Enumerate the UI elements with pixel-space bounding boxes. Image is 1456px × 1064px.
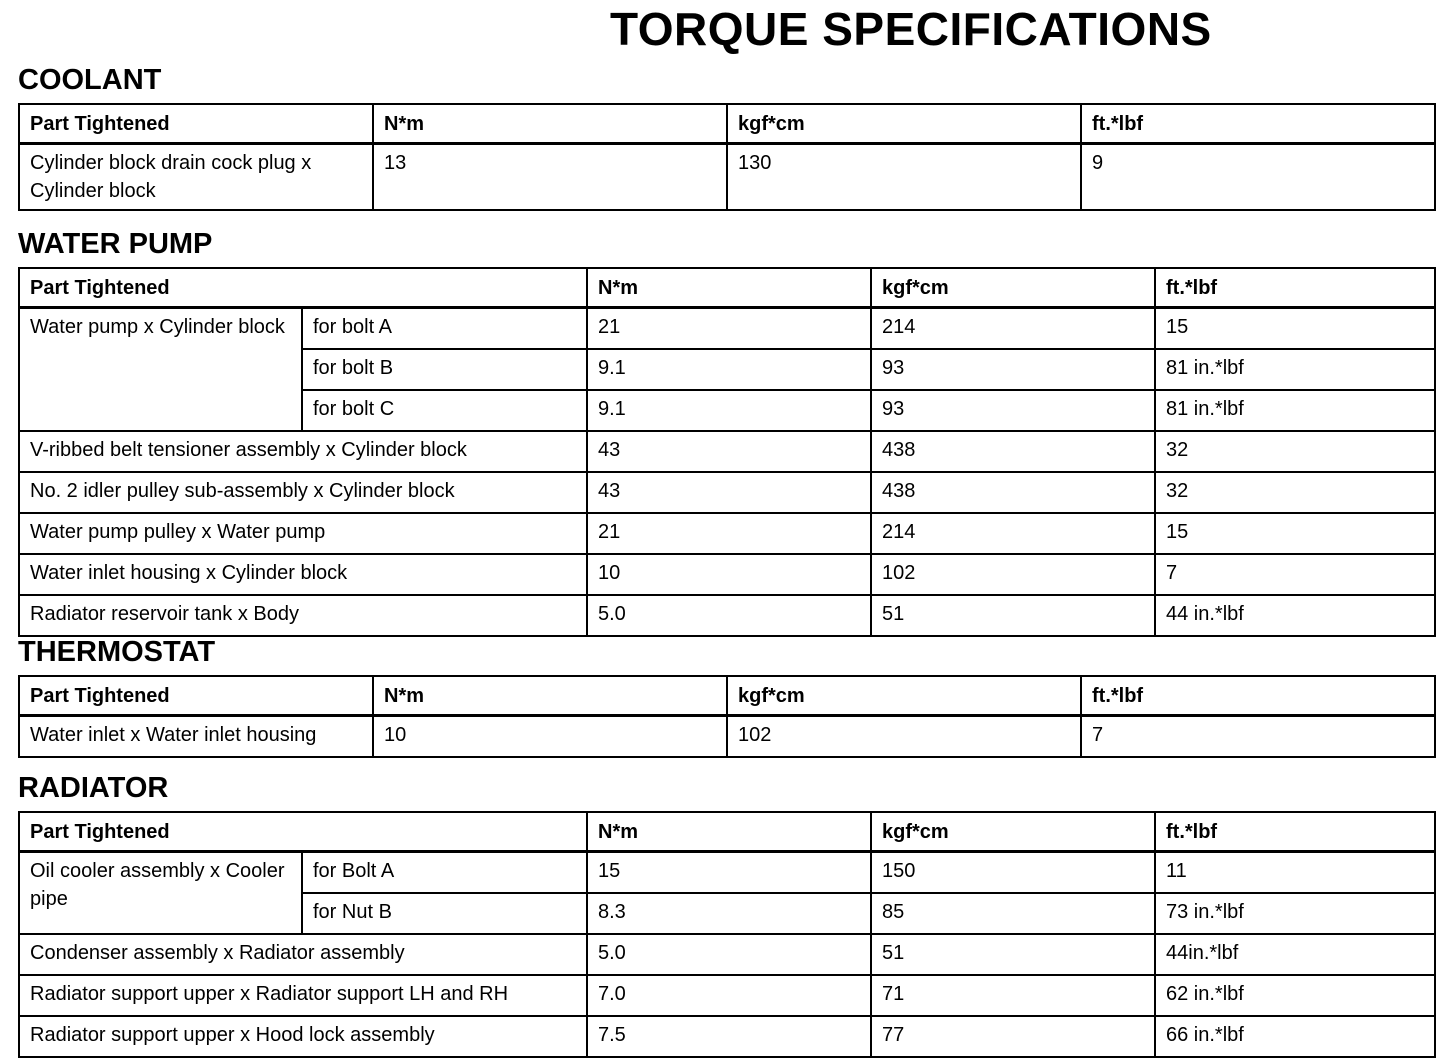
- table-row: [19, 554, 1435, 595]
- radiator-table: [18, 811, 1436, 1058]
- ft-cell: 15: [1155, 308, 1435, 350]
- header-row: [19, 812, 1435, 852]
- kgf-cell: 102: [871, 554, 1155, 595]
- header-ft: ft.*lbf: [1155, 268, 1435, 308]
- part-cell: Water pump pulley x Water pump: [19, 513, 587, 554]
- part-cell: Oil cooler assembly x Cooler pipe: [19, 852, 302, 935]
- nm-cell: 8.3: [587, 893, 871, 934]
- table-row: [19, 1016, 1435, 1057]
- header-row: [19, 676, 1435, 716]
- header-part: Part Tightened: [19, 812, 587, 852]
- ft-cell: 62 in.*lbf: [1155, 975, 1435, 1016]
- sub-cell: for Nut B: [302, 893, 587, 934]
- header-ft: ft.*lbf: [1081, 104, 1435, 144]
- sub-cell: for bolt B: [302, 349, 587, 390]
- part-cell: Radiator reservoir tank x Body: [19, 595, 587, 636]
- nm-cell: 10: [587, 554, 871, 595]
- kgf-cell: 438: [871, 431, 1155, 472]
- kgf-cell: 130: [727, 144, 1081, 211]
- ft-cell: 15: [1155, 513, 1435, 554]
- header-part: Part Tightened: [19, 676, 373, 716]
- ft-cell: 7: [1081, 716, 1435, 758]
- header-row: [19, 104, 1435, 144]
- nm-cell: 7.5: [587, 1016, 871, 1057]
- ft-cell: 81 in.*lbf: [1155, 349, 1435, 390]
- kgf-cell: 150: [871, 852, 1155, 894]
- table-row: [19, 513, 1435, 554]
- ft-cell: 81 in.*lbf: [1155, 390, 1435, 431]
- kgf-cell: 93: [871, 349, 1155, 390]
- nm-cell: 13: [373, 144, 727, 211]
- section-heading-radiator: RADIATOR: [18, 772, 169, 804]
- kgf-cell: 85: [871, 893, 1155, 934]
- nm-cell: 43: [587, 472, 871, 513]
- table-row: [19, 975, 1435, 1016]
- ft-cell: 9: [1081, 144, 1435, 211]
- page-title: TORQUE SPECIFICATIONS: [610, 3, 1212, 55]
- part-cell: Water inlet x Water inlet housing: [19, 716, 373, 758]
- kgf-cell: 102: [727, 716, 1081, 758]
- table-row: [19, 595, 1435, 636]
- nm-cell: 15: [587, 852, 871, 894]
- ft-cell: 7: [1155, 554, 1435, 595]
- ft-cell: 32: [1155, 472, 1435, 513]
- header-nm: N*m: [587, 268, 871, 308]
- sub-cell: for bolt C: [302, 390, 587, 431]
- table-row: [19, 308, 1435, 350]
- coolant-table: [18, 103, 1436, 211]
- ft-cell: 32: [1155, 431, 1435, 472]
- header-row: [19, 268, 1435, 308]
- part-cell: Water pump x Cylinder block: [19, 308, 302, 432]
- nm-cell: 9.1: [587, 349, 871, 390]
- nm-cell: 43: [587, 431, 871, 472]
- kgf-cell: 51: [871, 595, 1155, 636]
- header-nm: N*m: [587, 812, 871, 852]
- ft-cell: 44 in.*lbf: [1155, 595, 1435, 636]
- thermostat-table: [18, 675, 1436, 758]
- ft-cell: 44in.*lbf: [1155, 934, 1435, 975]
- table-row: [19, 934, 1435, 975]
- nm-cell: 21: [587, 513, 871, 554]
- part-cell: Cylinder block drain cock plug x Cylinder block: [19, 144, 373, 211]
- table-row: [19, 852, 1435, 894]
- nm-cell: 5.0: [587, 595, 871, 636]
- nm-cell: 7.0: [587, 975, 871, 1016]
- part-cell: V-ribbed belt tensioner assembly x Cylinder block: [19, 431, 587, 472]
- header-part: Part Tightened: [19, 268, 587, 308]
- table-row: [19, 472, 1435, 513]
- nm-cell: 5.0: [587, 934, 871, 975]
- table-row: [19, 431, 1435, 472]
- kgf-cell: 77: [871, 1016, 1155, 1057]
- part-cell: Radiator support upper x Radiator support LH and RH: [19, 975, 587, 1016]
- section-heading-thermostat: THERMOSTAT: [18, 636, 216, 668]
- ft-cell: 66 in.*lbf: [1155, 1016, 1435, 1057]
- section-heading-water-pump: WATER PUMP: [18, 228, 213, 260]
- table-row: [19, 716, 1435, 758]
- header-ft: ft.*lbf: [1081, 676, 1435, 716]
- nm-cell: 10: [373, 716, 727, 758]
- header-kgf: kgf*cm: [871, 268, 1155, 308]
- ft-cell: 73 in.*lbf: [1155, 893, 1435, 934]
- header-part: Part Tightened: [19, 104, 373, 144]
- nm-cell: 21: [587, 308, 871, 350]
- header-kgf: kgf*cm: [727, 104, 1081, 144]
- part-cell: Condenser assembly x Radiator assembly: [19, 934, 587, 975]
- header-ft: ft.*lbf: [1155, 812, 1435, 852]
- header-nm: N*m: [373, 676, 727, 716]
- part-cell: No. 2 idler pulley sub-assembly x Cylinder block: [19, 472, 587, 513]
- sub-cell: for Bolt A: [302, 852, 587, 894]
- nm-cell: 9.1: [587, 390, 871, 431]
- water-pump-table: [18, 267, 1436, 637]
- kgf-cell: 51: [871, 934, 1155, 975]
- part-cell: Water inlet housing x Cylinder block: [19, 554, 587, 595]
- kgf-cell: 214: [871, 513, 1155, 554]
- kgf-cell: 214: [871, 308, 1155, 350]
- table-row: [19, 144, 1435, 211]
- header-kgf: kgf*cm: [727, 676, 1081, 716]
- kgf-cell: 71: [871, 975, 1155, 1016]
- section-heading-coolant: COOLANT: [18, 64, 162, 96]
- sub-cell: for bolt A: [302, 308, 587, 350]
- part-cell: Radiator support upper x Hood lock assembly: [19, 1016, 587, 1057]
- kgf-cell: 438: [871, 472, 1155, 513]
- header-kgf: kgf*cm: [871, 812, 1155, 852]
- ft-cell: 11: [1155, 852, 1435, 894]
- header-nm: N*m: [373, 104, 727, 144]
- kgf-cell: 93: [871, 390, 1155, 431]
